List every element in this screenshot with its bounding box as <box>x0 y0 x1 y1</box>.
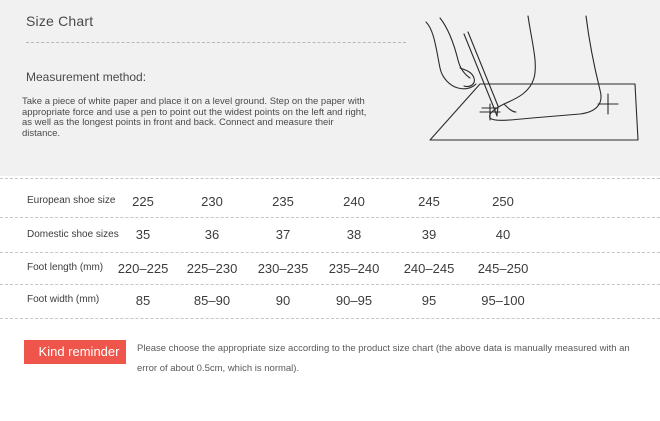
table-cell: 36 <box>204 227 220 242</box>
row-label-foot-length: Foot length (mm) <box>27 262 104 273</box>
table-cell: 37 <box>275 227 291 242</box>
table-cell: 235–240 <box>328 261 380 276</box>
table-cell: 90–95 <box>335 293 373 308</box>
table-cell: 39 <box>421 227 437 242</box>
reminder-text: Please choose the appropriate size according to the product size chart (the above data is manually measured with an error of about 0.5cm, which is normal). <box>137 343 630 374</box>
table-cell: 225–230 <box>186 261 238 276</box>
table-divider <box>0 284 660 285</box>
table-cell: 40 <box>495 227 511 242</box>
table-cell: 95 <box>421 293 437 308</box>
table-cell: 220–225 <box>117 261 169 276</box>
table-cell: 230 <box>201 194 223 209</box>
kind-reminder-label: Kind reminder <box>24 340 126 364</box>
table-cell: 225 <box>132 194 154 209</box>
row-label-foot-width: Foot width (mm) <box>27 294 100 305</box>
page-title: Size Chart <box>26 13 94 29</box>
title-divider <box>26 42 406 43</box>
table-cell: 240–245 <box>403 261 455 276</box>
measurement-description: Take a piece of white paper and place it on a level ground. Step on the paper with appropriate force and use a pen to point out the widest points on the left and right, as well as the longest points in front and back. Connect and measure their distance. <box>22 96 367 139</box>
table-cell: 85 <box>135 293 151 308</box>
table-cell: 230–235 <box>257 261 309 276</box>
table-divider <box>0 318 660 319</box>
table-cell: 240 <box>343 194 365 209</box>
table-cell: 90 <box>275 293 291 308</box>
table-cell: 85–90 <box>193 293 231 308</box>
table-cell: 250 <box>492 194 514 209</box>
table-cell: 245–250 <box>477 261 529 276</box>
foot-measurement-illustration <box>420 8 650 163</box>
table-divider <box>0 252 660 253</box>
table-divider <box>0 178 660 179</box>
table-cell: 35 <box>135 227 151 242</box>
measurement-method-heading: Measurement method: <box>26 70 147 84</box>
table-cell: 95–100 <box>481 293 525 308</box>
table-cell: 245 <box>418 194 440 209</box>
row-label-european-size: European shoe size <box>27 195 116 206</box>
row-label-domestic-size: Domestic shoe sizes <box>27 229 119 240</box>
table-cell: 38 <box>346 227 362 242</box>
table-cell: 235 <box>272 194 294 209</box>
table-divider <box>0 217 660 218</box>
